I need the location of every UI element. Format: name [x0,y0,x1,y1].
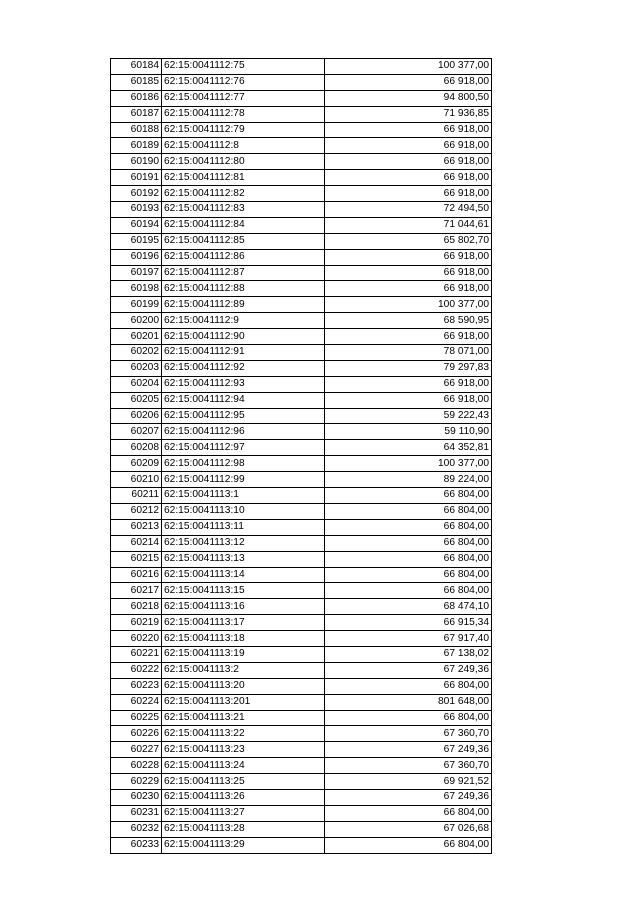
value-cell: 68 474,10 [325,599,492,615]
table-row [111,789,492,805]
value-cell: 66 918,00 [325,138,492,154]
table-row [111,408,492,424]
value-cell: 67 138,02 [325,646,492,662]
table-row [111,360,492,376]
cadastral-number-cell: 62:15:0041113:16 [162,599,325,615]
cadastral-number-cell: 62:15:0041112:96 [162,424,325,440]
value-cell: 94 800,50 [325,90,492,106]
row-id-cell: 60224 [111,694,162,710]
row-id-cell: 60219 [111,615,162,631]
cadastral-number-cell: 62:15:0041112:8 [162,138,325,154]
value-cell: 66 804,00 [325,535,492,551]
value-cell: 66 918,00 [325,154,492,170]
row-id-cell: 60197 [111,265,162,281]
row-id-cell: 60209 [111,456,162,472]
table-row [111,329,492,345]
value-cell: 66 804,00 [325,503,492,519]
value-cell: 67 917,40 [325,631,492,647]
row-id-cell: 60202 [111,345,162,361]
cadastral-number-cell: 62:15:0041112:77 [162,90,325,106]
value-cell: 66 804,00 [325,488,492,504]
cadastral-number-cell: 62:15:0041112:76 [162,74,325,90]
value-cell: 66 918,00 [325,281,492,297]
value-cell: 64 352,81 [325,440,492,456]
row-id-cell: 60196 [111,249,162,265]
cadastral-number-cell: 62:15:0041112:92 [162,360,325,376]
table-row [111,249,492,265]
cadastral-number-cell: 62:15:0041112:89 [162,297,325,313]
row-id-cell: 60205 [111,392,162,408]
cadastral-number-cell: 62:15:0041112:80 [162,154,325,170]
table-row [111,392,492,408]
table-row [111,297,492,313]
cadastral-number-cell: 62:15:0041112:79 [162,122,325,138]
row-id-cell: 60213 [111,519,162,535]
table-row [111,138,492,154]
row-id-cell: 60198 [111,281,162,297]
cadastral-number-cell: 62:15:0041112:90 [162,329,325,345]
cadastral-number-cell: 62:15:0041112:85 [162,233,325,249]
cadastral-number-cell: 62:15:0041112:94 [162,392,325,408]
row-id-cell: 60207 [111,424,162,440]
cadastral-number-cell: 62:15:0041113:21 [162,710,325,726]
table-row [111,265,492,281]
value-cell: 100 377,00 [325,456,492,472]
cadastral-number-cell: 62:15:0041113:12 [162,535,325,551]
table-row [111,170,492,186]
table-row [111,678,492,694]
cadastral-number-cell: 62:15:0041113:23 [162,742,325,758]
cadastral-number-cell: 62:15:0041112:86 [162,249,325,265]
table-row [111,583,492,599]
value-cell: 66 915,34 [325,615,492,631]
table-row [111,710,492,726]
value-cell: 801 648,00 [325,694,492,710]
value-cell: 71 936,85 [325,106,492,122]
row-id-cell: 60222 [111,662,162,678]
row-id-cell: 60206 [111,408,162,424]
row-id-cell: 60200 [111,313,162,329]
row-id-cell: 60191 [111,170,162,186]
cadastral-number-cell: 62:15:0041112:91 [162,345,325,361]
value-cell: 66 918,00 [325,186,492,202]
cadastral-number-cell: 62:15:0041113:29 [162,837,325,853]
table-row [111,122,492,138]
cadastral-number-cell: 62:15:0041112:88 [162,281,325,297]
value-cell: 65 802,70 [325,233,492,249]
row-id-cell: 60195 [111,233,162,249]
cadastral-number-cell: 62:15:0041113:27 [162,805,325,821]
table-row [111,59,492,75]
row-id-cell: 60216 [111,567,162,583]
row-id-cell: 60186 [111,90,162,106]
row-id-cell: 60189 [111,138,162,154]
cadastral-number-cell: 62:15:0041112:83 [162,202,325,218]
value-cell: 66 918,00 [325,249,492,265]
value-cell: 66 804,00 [325,551,492,567]
value-cell: 59 222,43 [325,408,492,424]
value-cell: 66 918,00 [325,265,492,281]
table-row [111,551,492,567]
cadastral-number-cell: 62:15:0041113:20 [162,678,325,694]
table-row [111,519,492,535]
cadastral-number-cell: 62:15:0041113:19 [162,646,325,662]
row-id-cell: 60217 [111,583,162,599]
value-cell: 66 918,00 [325,376,492,392]
value-cell: 100 377,00 [325,59,492,75]
value-cell: 66 918,00 [325,122,492,138]
value-cell: 66 918,00 [325,329,492,345]
cadastral-number-cell: 62:15:0041112:97 [162,440,325,456]
row-id-cell: 60204 [111,376,162,392]
cadastral-number-cell: 62:15:0041113:18 [162,631,325,647]
row-id-cell: 60210 [111,472,162,488]
table-row [111,615,492,631]
row-id-cell: 60220 [111,631,162,647]
row-id-cell: 60227 [111,742,162,758]
value-cell: 66 804,00 [325,583,492,599]
table-row [111,599,492,615]
row-id-cell: 60215 [111,551,162,567]
table-row [111,345,492,361]
row-id-cell: 60232 [111,821,162,837]
cadastral-number-cell: 62:15:0041113:10 [162,503,325,519]
value-cell: 67 360,70 [325,726,492,742]
table-row [111,424,492,440]
value-cell: 67 249,36 [325,742,492,758]
value-cell: 67 360,70 [325,758,492,774]
value-cell: 67 249,36 [325,662,492,678]
value-cell: 66 918,00 [325,170,492,186]
row-id-cell: 60228 [111,758,162,774]
table-row [111,376,492,392]
cadastral-number-cell: 62:15:0041112:82 [162,186,325,202]
cadastral-number-cell: 62:15:0041113:14 [162,567,325,583]
cadastral-number-cell: 62:15:0041113:22 [162,726,325,742]
cadastral-number-cell: 62:15:0041112:93 [162,376,325,392]
table-row [111,535,492,551]
row-id-cell: 60226 [111,726,162,742]
table-row [111,217,492,233]
row-id-cell: 60221 [111,646,162,662]
table-row [111,456,492,472]
table-row [111,154,492,170]
row-id-cell: 60199 [111,297,162,313]
cadastral-number-cell: 62:15:0041113:25 [162,774,325,790]
cadastral-number-cell: 62:15:0041113:13 [162,551,325,567]
row-id-cell: 60212 [111,503,162,519]
row-id-cell: 60230 [111,789,162,805]
table-row [111,472,492,488]
row-id-cell: 60214 [111,535,162,551]
row-id-cell: 60187 [111,106,162,122]
value-cell: 59 110,90 [325,424,492,440]
table-row [111,805,492,821]
cadastral-number-cell: 62:15:0041113:201 [162,694,325,710]
value-cell: 66 804,00 [325,678,492,694]
cadastral-number-cell: 62:15:0041113:24 [162,758,325,774]
cadastral-number-cell: 62:15:0041113:28 [162,821,325,837]
value-cell: 72 494,50 [325,202,492,218]
value-cell: 71 044,61 [325,217,492,233]
cadastral-number-cell: 62:15:0041113:17 [162,615,325,631]
table-row [111,74,492,90]
table-row [111,202,492,218]
table-row [111,821,492,837]
value-cell: 66 804,00 [325,519,492,535]
value-cell: 79 297,83 [325,360,492,376]
row-id-cell: 60185 [111,74,162,90]
value-cell: 66 918,00 [325,392,492,408]
value-cell: 66 804,00 [325,567,492,583]
value-cell: 66 918,00 [325,74,492,90]
table-row [111,646,492,662]
table-row [111,694,492,710]
row-id-cell: 60229 [111,774,162,790]
table-row [111,106,492,122]
value-cell: 67 249,36 [325,789,492,805]
row-id-cell: 60225 [111,710,162,726]
table-row [111,503,492,519]
table-row [111,281,492,297]
row-id-cell: 60201 [111,329,162,345]
table-row [111,742,492,758]
cadastral-number-cell: 62:15:0041112:95 [162,408,325,424]
row-id-cell: 60190 [111,154,162,170]
table-row [111,90,492,106]
value-cell: 66 804,00 [325,805,492,821]
row-id-cell: 60188 [111,122,162,138]
table-row [111,488,492,504]
row-id-cell: 60194 [111,217,162,233]
value-cell: 69 921,52 [325,774,492,790]
table-row [111,774,492,790]
table-row [111,313,492,329]
table-row [111,186,492,202]
row-id-cell: 60223 [111,678,162,694]
value-cell: 67 026,68 [325,821,492,837]
table-row [111,837,492,853]
cadastral-number-cell: 62:15:0041112:81 [162,170,325,186]
cadastral-number-cell: 62:15:0041113:11 [162,519,325,535]
cadastral-number-cell: 62:15:0041113:26 [162,789,325,805]
cadastral-number-cell: 62:15:0041112:78 [162,106,325,122]
table-row [111,440,492,456]
cadastral-number-cell: 62:15:0041113:15 [162,583,325,599]
cadastral-number-cell: 62:15:0041112:98 [162,456,325,472]
row-id-cell: 60192 [111,186,162,202]
row-id-cell: 60218 [111,599,162,615]
row-id-cell: 60193 [111,202,162,218]
cadastral-value-table [110,58,492,854]
value-cell: 66 804,00 [325,710,492,726]
table-row [111,726,492,742]
table-body [111,59,492,854]
table-row [111,233,492,249]
cadastral-number-cell: 62:15:0041112:75 [162,59,325,75]
value-cell: 68 590,95 [325,313,492,329]
cadastral-number-cell: 62:15:0041112:9 [162,313,325,329]
row-id-cell: 60231 [111,805,162,821]
value-cell: 66 804,00 [325,837,492,853]
cadastral-number-cell: 62:15:0041113:1 [162,488,325,504]
table-row [111,758,492,774]
row-id-cell: 60203 [111,360,162,376]
cadastral-number-cell: 62:15:0041112:84 [162,217,325,233]
row-id-cell: 60184 [111,59,162,75]
table-row [111,631,492,647]
table-row [111,662,492,678]
table-row [111,567,492,583]
row-id-cell: 60233 [111,837,162,853]
row-id-cell: 60211 [111,488,162,504]
value-cell: 89 224,00 [325,472,492,488]
value-cell: 100 377,00 [325,297,492,313]
cadastral-number-cell: 62:15:0041113:2 [162,662,325,678]
cadastral-number-cell: 62:15:0041112:99 [162,472,325,488]
value-cell: 78 071,00 [325,345,492,361]
cadastral-number-cell: 62:15:0041112:87 [162,265,325,281]
row-id-cell: 60208 [111,440,162,456]
